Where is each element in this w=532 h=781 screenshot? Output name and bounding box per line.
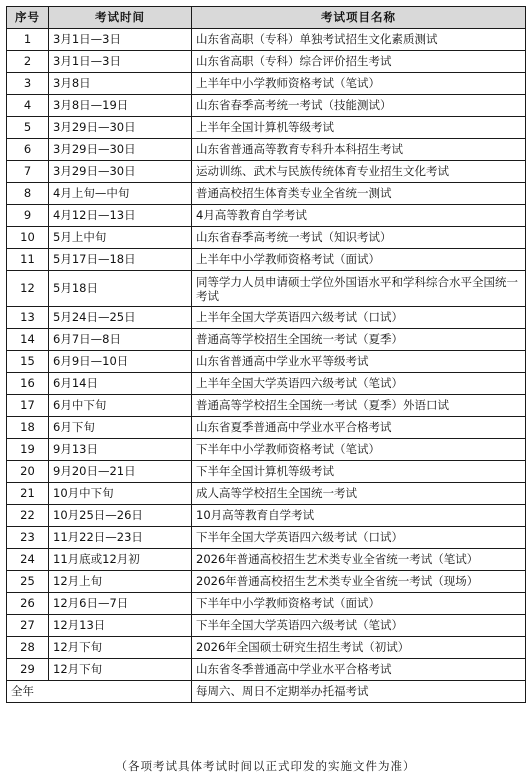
exam-time: 6月9日—10日 xyxy=(49,351,192,373)
table-row xyxy=(7,271,526,307)
table-row xyxy=(7,461,526,483)
table-row xyxy=(7,527,526,549)
header-name: 考试项目名称 xyxy=(192,7,526,29)
table-row xyxy=(7,439,526,461)
exam-time: 3月29日—30日 xyxy=(49,117,192,139)
exam-time: 9月13日 xyxy=(49,439,192,461)
row-number: 11 xyxy=(7,249,49,271)
table-row xyxy=(7,483,526,505)
row-number: 2 xyxy=(7,51,49,73)
row-number: 15 xyxy=(7,351,49,373)
exam-name: 2026年全国硕士研究生招生考试（初试） xyxy=(192,637,526,659)
exam-name: 普通高等学校招生全国统一考试（夏季）外语口试 xyxy=(192,395,526,417)
row-number: 14 xyxy=(7,329,49,351)
exam-name: 山东省高职（专科）综合评价招生考试 xyxy=(192,51,526,73)
exam-name: 2026年普通高校招生艺术类专业全省统一考试（现场） xyxy=(192,571,526,593)
table-row xyxy=(7,329,526,351)
row-number: 24 xyxy=(7,549,49,571)
exam-time: 4月12日—13日 xyxy=(49,205,192,227)
exam-name: 下半年全国大学英语四六级考试（口试） xyxy=(192,527,526,549)
exam-name: 上半年中小学教师资格考试（笔试） xyxy=(192,73,526,95)
exam-time: 3月8日—19日 xyxy=(49,95,192,117)
exam-time: 12月6日—7日 xyxy=(49,593,192,615)
table-row xyxy=(7,183,526,205)
exam-time: 12月13日 xyxy=(49,615,192,637)
exam-time: 4月上旬—中旬 xyxy=(49,183,192,205)
exam-time: 11月底或12月初 xyxy=(49,549,192,571)
row-number: 10 xyxy=(7,227,49,249)
table-row xyxy=(7,637,526,659)
full-year-row xyxy=(7,681,526,703)
row-number: 23 xyxy=(7,527,49,549)
exam-time: 3月8日 xyxy=(49,73,192,95)
row-number: 13 xyxy=(7,307,49,329)
table-row xyxy=(7,73,526,95)
exam-time: 11月22日—23日 xyxy=(49,527,192,549)
table-row xyxy=(7,659,526,681)
table-row xyxy=(7,351,526,373)
exam-name: 山东省冬季普通高中学业水平合格考试 xyxy=(192,659,526,681)
row-number: 22 xyxy=(7,505,49,527)
exam-time: 5月18日 xyxy=(49,271,192,307)
footnote: （各项考试具体考试时间以正式印发的实施文件为准） xyxy=(115,759,416,773)
full-year-label: 全年 xyxy=(7,681,192,703)
exam-time: 10月中下旬 xyxy=(49,483,192,505)
exam-name: 山东省高职（专科）单独考试招生文化素质测试 xyxy=(192,29,526,51)
row-number: 16 xyxy=(7,373,49,395)
row-number: 25 xyxy=(7,571,49,593)
table-row xyxy=(7,505,526,527)
table-row xyxy=(7,51,526,73)
header-no: 序号 xyxy=(7,7,49,29)
table-row xyxy=(7,571,526,593)
table-row xyxy=(7,417,526,439)
header-time: 考试时间 xyxy=(49,7,192,29)
table-row xyxy=(7,373,526,395)
exam-name: 山东省夏季普通高中学业水平合格考试 xyxy=(192,417,526,439)
exam-time: 6月7日—8日 xyxy=(49,329,192,351)
table-row xyxy=(7,29,526,51)
table-row xyxy=(7,161,526,183)
exam-time: 6月中下旬 xyxy=(49,395,192,417)
exam-name: 10月高等教育自学考试 xyxy=(192,505,526,527)
row-number: 28 xyxy=(7,637,49,659)
row-number: 26 xyxy=(7,593,49,615)
exam-name: 下半年全国计算机等级考试 xyxy=(192,461,526,483)
table-row xyxy=(7,593,526,615)
exam-time: 6月14日 xyxy=(49,373,192,395)
exam-name: 上半年中小学教师资格考试（面试） xyxy=(192,249,526,271)
row-number: 4 xyxy=(7,95,49,117)
row-number: 21 xyxy=(7,483,49,505)
table-row xyxy=(7,549,526,571)
header-row xyxy=(7,7,526,29)
row-number: 18 xyxy=(7,417,49,439)
exam-name: 同等学力人员申请硕士学位外国语水平和学科综合水平全国统一考试 xyxy=(192,271,526,307)
table-row xyxy=(7,139,526,161)
exam-name: 4月高等教育自学考试 xyxy=(192,205,526,227)
exam-time: 6月下旬 xyxy=(49,417,192,439)
exam-time: 5月24日—25日 xyxy=(49,307,192,329)
exam-name: 山东省普通高等教育专科升本科招生考试 xyxy=(192,139,526,161)
exam-name: 下半年中小学教师资格考试（笔试） xyxy=(192,439,526,461)
schedule-body xyxy=(7,29,526,681)
exam-name: 下半年全国大学英语四六级考试（笔试） xyxy=(192,615,526,637)
exam-name: 2026年普通高校招生艺术类专业全省统一考试（笔试） xyxy=(192,549,526,571)
exam-name: 上半年全国大学英语四六级考试（笔试） xyxy=(192,373,526,395)
row-number: 17 xyxy=(7,395,49,417)
exam-name: 普通高校招生体育类专业全省统一测试 xyxy=(192,183,526,205)
table-row xyxy=(7,117,526,139)
row-number: 9 xyxy=(7,205,49,227)
exam-time: 5月17日—18日 xyxy=(49,249,192,271)
exam-name: 运动训练、武术与民族传统体育专业招生文化考试 xyxy=(192,161,526,183)
table-row xyxy=(7,307,526,329)
row-number: 1 xyxy=(7,29,49,51)
exam-time: 5月上中旬 xyxy=(49,227,192,249)
exam-time: 12月上旬 xyxy=(49,571,192,593)
row-number: 8 xyxy=(7,183,49,205)
row-number: 5 xyxy=(7,117,49,139)
row-number: 6 xyxy=(7,139,49,161)
exam-name: 山东省普通高中学业水平等级考试 xyxy=(192,351,526,373)
exam-time: 3月1日—3日 xyxy=(49,51,192,73)
table-row xyxy=(7,615,526,637)
row-number: 7 xyxy=(7,161,49,183)
exam-time: 3月1日—3日 xyxy=(49,29,192,51)
exam-name: 山东省春季高考统一考试（技能测试） xyxy=(192,95,526,117)
row-number: 19 xyxy=(7,439,49,461)
row-number: 27 xyxy=(7,615,49,637)
exam-name: 普通高等学校招生全国统一考试（夏季） xyxy=(192,329,526,351)
table-row xyxy=(7,249,526,271)
full-year-exam: 每周六、周日不定期举办托福考试 xyxy=(192,681,526,703)
table-row xyxy=(7,205,526,227)
exam-time: 3月29日—30日 xyxy=(49,139,192,161)
exam-name: 成人高等学校招生全国统一考试 xyxy=(192,483,526,505)
exam-time: 3月29日—30日 xyxy=(49,161,192,183)
exam-time: 12月下旬 xyxy=(49,659,192,681)
table-row xyxy=(7,227,526,249)
exam-time: 12月下旬 xyxy=(49,637,192,659)
row-number: 3 xyxy=(7,73,49,95)
row-number: 12 xyxy=(7,271,49,307)
row-number: 20 xyxy=(7,461,49,483)
row-number: 29 xyxy=(7,659,49,681)
exam-schedule-table xyxy=(6,6,526,703)
table-row xyxy=(7,95,526,117)
exam-name: 下半年中小学教师资格考试（面试） xyxy=(192,593,526,615)
exam-time: 10月25日—26日 xyxy=(49,505,192,527)
exam-name: 上半年全国大学英语四六级考试（口试） xyxy=(192,307,526,329)
table-row xyxy=(7,395,526,417)
exam-time: 9月20日—21日 xyxy=(49,461,192,483)
exam-name: 上半年全国计算机等级考试 xyxy=(192,117,526,139)
exam-name: 山东省春季高考统一考试（知识考试） xyxy=(192,227,526,249)
